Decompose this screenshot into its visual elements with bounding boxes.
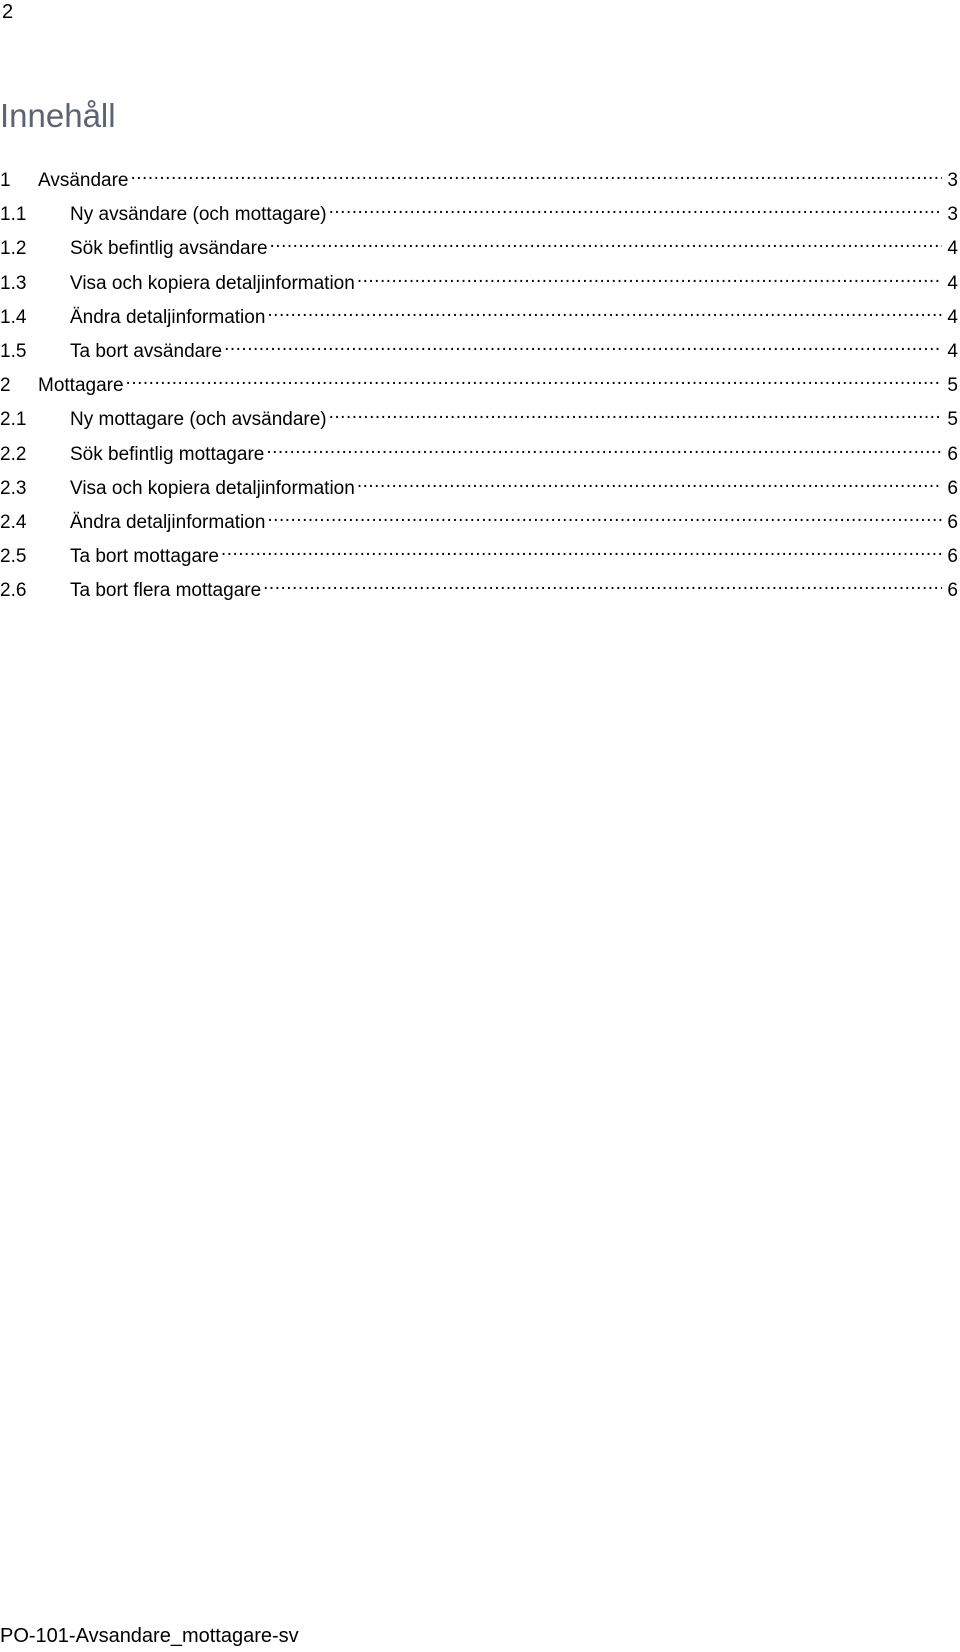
toc-entry-number: 2.2 bbox=[0, 443, 27, 465]
toc-entry-text: Visa och kopiera detaljinformation bbox=[70, 477, 355, 499]
toc-entry-number: 1.5 bbox=[0, 340, 27, 362]
toc-entry-number: 2.4 bbox=[0, 511, 27, 533]
toc-entry-text: Sök befintlig mottagare bbox=[70, 443, 265, 465]
toc-entry[interactable] bbox=[0, 436, 960, 470]
toc-dot-leader bbox=[329, 401, 942, 425]
toc-entry-text: Ta bort avsändare bbox=[70, 340, 223, 362]
toc-entry-text: Ändra detaljinformation bbox=[70, 306, 266, 328]
toc-dot-leader bbox=[329, 196, 942, 220]
toc-dot-leader bbox=[357, 470, 942, 494]
toc-entry[interactable] bbox=[0, 230, 960, 264]
toc-entry[interactable] bbox=[0, 299, 960, 333]
toc-entry-text: Avsändare bbox=[38, 170, 129, 191]
toc-entry-page: 6 bbox=[947, 580, 958, 602]
toc-entry[interactable] bbox=[0, 401, 960, 435]
table-of-contents bbox=[0, 162, 960, 606]
toc-entry[interactable] bbox=[0, 162, 960, 196]
toc-entry-number: 1.2 bbox=[0, 238, 27, 260]
toc-entry-page: 4 bbox=[947, 306, 958, 328]
toc-dot-leader bbox=[267, 299, 942, 323]
toc-entry-page: 6 bbox=[947, 511, 958, 533]
toc-entry-text: Mottagare bbox=[38, 375, 124, 397]
toc-entry[interactable] bbox=[0, 196, 960, 230]
footer-document-id: PO-101-Avsandare_mottagare-sv bbox=[0, 1625, 299, 1647]
toc-entry-page: 3 bbox=[947, 170, 958, 191]
toc-entry-number: 1.4 bbox=[0, 306, 27, 328]
toc-entry-number: 2 bbox=[0, 375, 11, 397]
toc-entry-text: Visa och kopiera detaljinformation bbox=[70, 272, 355, 294]
toc-title: Innehåll bbox=[0, 97, 116, 134]
toc-entry-text: Ny mottagare (och avsändare) bbox=[70, 409, 327, 431]
toc-entry-number: 2.3 bbox=[0, 477, 27, 499]
toc-entry-text: Ta bort mottagare bbox=[70, 546, 219, 568]
toc-dot-leader bbox=[263, 572, 942, 596]
toc-entry-page: 3 bbox=[947, 204, 958, 226]
toc-dot-leader bbox=[131, 162, 943, 186]
toc-entry[interactable] bbox=[0, 538, 960, 572]
toc-entry-number: 2.6 bbox=[0, 580, 27, 602]
toc-dot-leader bbox=[224, 333, 942, 357]
toc-entry-number: 1.1 bbox=[0, 204, 27, 226]
toc-entry-page: 4 bbox=[947, 238, 958, 260]
page-number: 2 bbox=[2, 1, 14, 23]
toc-entry-text: Ändra detaljinformation bbox=[70, 511, 266, 533]
toc-entry-text: Ta bort flera mottagare bbox=[70, 580, 262, 602]
toc-entry-page: 5 bbox=[947, 409, 958, 431]
toc-entry-text: Sök befintlig avsändare bbox=[70, 238, 268, 260]
toc-dot-leader bbox=[270, 230, 942, 254]
toc-entry-text: Ny avsändare (och mottagare) bbox=[70, 204, 327, 226]
toc-entry[interactable] bbox=[0, 333, 960, 367]
toc-entry[interactable] bbox=[0, 504, 960, 538]
toc-entry-page: 4 bbox=[947, 272, 958, 294]
toc-entry-page: 5 bbox=[947, 375, 958, 397]
toc-entry[interactable] bbox=[0, 470, 960, 504]
toc-entry-page: 6 bbox=[947, 546, 958, 568]
toc-entry[interactable] bbox=[0, 572, 960, 606]
toc-entry-number: 1.3 bbox=[0, 272, 27, 294]
toc-entry-number: 2.1 bbox=[0, 409, 27, 431]
toc-dot-leader bbox=[221, 538, 942, 562]
toc-entry[interactable] bbox=[0, 265, 960, 299]
toc-dot-leader bbox=[266, 436, 942, 460]
toc-entry-page: 4 bbox=[947, 340, 958, 362]
toc-entry-number: 2.5 bbox=[0, 546, 27, 568]
toc-dot-leader bbox=[267, 504, 942, 528]
toc-dot-leader bbox=[126, 367, 942, 391]
toc-entry-page: 6 bbox=[947, 477, 958, 499]
toc-entry-page: 6 bbox=[947, 443, 958, 465]
toc-dot-leader bbox=[357, 265, 942, 289]
toc-entry-number: 1 bbox=[0, 170, 11, 191]
toc-entry[interactable] bbox=[0, 367, 960, 401]
